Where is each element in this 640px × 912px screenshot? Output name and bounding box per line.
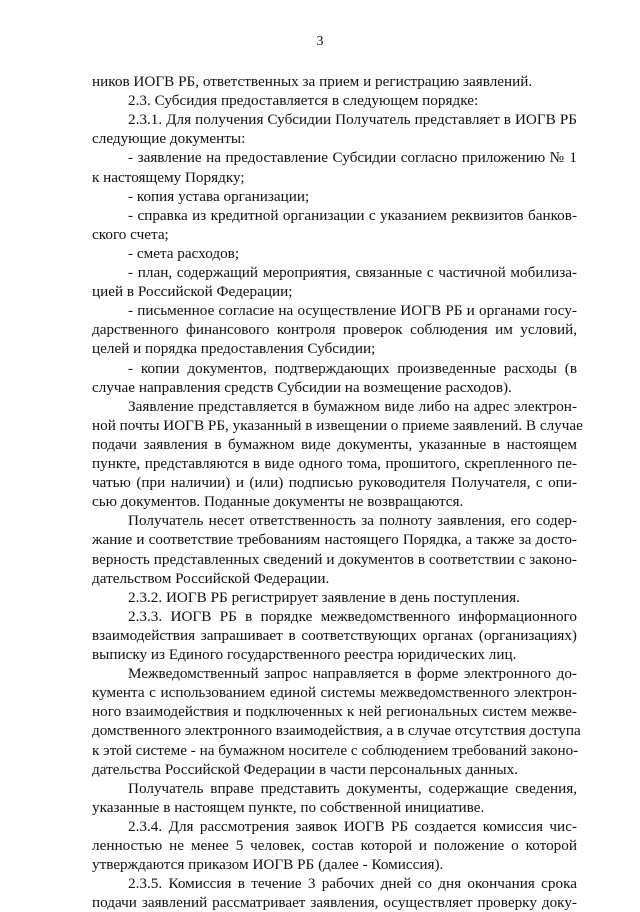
text-line: ной почты ИОГВ РБ, указанный в извещении о приеме заявлений. В случае <box>92 416 583 434</box>
text-line: к настоящему Порядку; <box>92 168 245 186</box>
text-line: верность представленных сведений и документов в соответствии с законо- <box>92 550 577 568</box>
text-line: - копии документов, подтверждающих произведенные расходы (в <box>128 359 577 377</box>
text-line: 2.3.2. ИОГВ РБ регистрирует заявление в день поступления. <box>128 588 520 606</box>
text-line: кумента с использованием единой системы межведомственного электрон- <box>92 684 577 702</box>
text-line: к этой системе - на бумажном носителе с соблюдением требований законо- <box>92 741 579 759</box>
text-line: ленностью не менее 5 человек, состав которой и положение о которой <box>92 837 577 854</box>
text-line: 2.3.4. Для рассмотрения заявок ИОГВ РБ создается комиссия чис- <box>128 817 577 835</box>
text-line: - письменное согласие на осуществление ИОГВ РБ и органами госу- <box>128 302 577 320</box>
text-line: случае направления средств Субсидии на возмещение расходов). <box>92 378 512 396</box>
text-line: взаимодействия запрашивает в соответствующих органах (организациях) <box>92 626 577 644</box>
text-line: утверждаются приказом ИОГВ РБ (далее - Комиссия). <box>92 856 444 874</box>
text-line: подачи заявлений рассматривает заявления, осуществляет проверку доку- <box>92 894 577 912</box>
text-line: - справка из кредитной организации с указанием реквизитов банков- <box>128 206 577 224</box>
text-line: дарственного финансового контроля проверок соблюдения им условий, <box>92 321 577 339</box>
text-line: жание и соответствие требованиям настоящего Порядка, а также за досто- <box>92 531 577 549</box>
text-line: 2.3. Субсидия предоставляется в следующем порядке: <box>128 92 479 110</box>
text-line: ного взаимодействия и подключенных к ней региональных систем межве- <box>92 703 577 721</box>
text-line: дательством Российской Федерации. <box>92 569 330 587</box>
text-line: - смета расходов; <box>128 244 240 262</box>
page-number: 3 <box>316 34 324 49</box>
text-line: Заявление представляется в бумажном виде либо на адрес электрон- <box>128 397 577 415</box>
text-line: 2.3.1. Для получения Субсидии Получатель представляет в ИОГВ РБ <box>128 111 577 129</box>
text-line: пункте, представляются в виде одного тома, прошитого, скрепленного пе- <box>92 455 577 472</box>
text-line: 2.3.5. Комиссия в течение 3 рабочих дней со дня окончания срока <box>128 875 577 893</box>
text-line: цией в Российской Федерации; <box>92 283 293 301</box>
text-line: 2.3.3. ИОГВ РБ в порядке межведомственного информационного <box>128 607 577 625</box>
text-line: выписку из Единого государственного реестра юридических лиц. <box>92 646 517 663</box>
text-line: следующие документы: <box>92 130 246 148</box>
text-line: Получатель вправе представить документы, содержащие сведения, <box>128 779 577 797</box>
text-line: ского счета; <box>92 225 169 243</box>
text-line: подачи заявления в бумажном виде документы, указанные в настоящем <box>92 435 577 453</box>
text-line: - заявление на предоставление Субсидии согласно приложению № 1 <box>128 149 577 167</box>
text-line: ников ИОГВ РБ, ответственных за прием и регистрацию заявлений. <box>92 73 533 90</box>
text-line: указанные в настоящем пункте, по собственной инициативе. <box>92 798 485 816</box>
text-line: дательства Российской Федерации в части персональных данных. <box>92 760 519 778</box>
text-line: Межведомственный запрос направляется в форме электронного до- <box>128 665 577 683</box>
text-line: - копия устава организации; <box>128 187 310 205</box>
text-line: Получатель несет ответственность за полноту заявления, его содер- <box>128 512 577 530</box>
text-line: - план, содержащий мероприятия, связанные с частичной мобилиза- <box>128 264 577 281</box>
text-line: домственного электронного взаимодействия, а в случае отсутствия доступа <box>92 722 581 740</box>
text-line: сью документов. Поданные документы не возвращаются. <box>92 493 464 511</box>
text-line: чатью (при наличии) и (или) подписью руководителя Получателя, с опи- <box>92 474 577 492</box>
text-line: целей и порядка предоставления Субсидии; <box>92 340 376 358</box>
